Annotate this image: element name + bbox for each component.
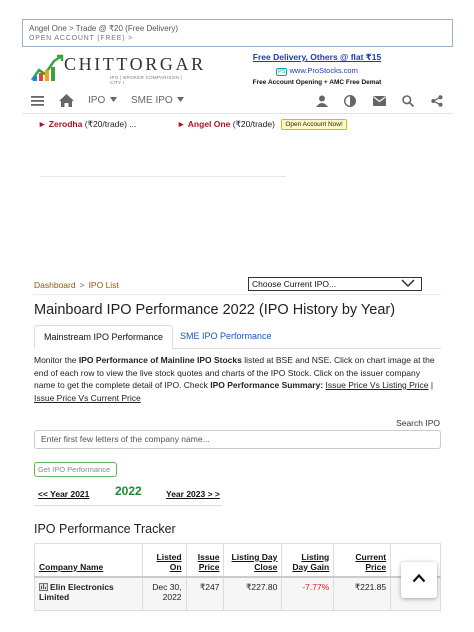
prostocks-ad[interactable] [250, 52, 384, 86]
desc-text: listed at BSE and NSE. Click on chart image at the end of each row to view the live stock quotes and charts of the IPO Stock. Click on the issuer company name to get the complete detail of IPO. Check [34, 355, 435, 390]
home-icon[interactable] [59, 94, 74, 107]
current-year: 2022 [115, 484, 142, 498]
broker-zerodha[interactable] [38, 119, 136, 130]
theme-icon[interactable] [344, 95, 356, 107]
chevron-down-icon [110, 97, 117, 102]
breadcrumb-dashboard[interactable]: Dashboard [34, 280, 76, 290]
listing-close-cell: ₹227.80 [224, 577, 282, 611]
broker-price: (₹20/trade) [232, 119, 275, 129]
page-description [34, 354, 442, 404]
breadcrumb-separator: > [79, 280, 85, 290]
chevron-up-icon [412, 573, 426, 583]
col-current-price[interactable] [334, 544, 391, 577]
mail-icon[interactable] [373, 96, 386, 106]
col-issue-price[interactable] [186, 544, 224, 577]
arrow-icon: ► [177, 119, 186, 129]
nav-sme-ipo-label: SME IPO [131, 95, 173, 106]
issue-price-cell: ₹247 [186, 577, 224, 611]
ad-url[interactable] [250, 66, 384, 76]
desc-bold: IPO Performance of Mainline IPO Stocks [78, 355, 242, 365]
breadcrumb-ipo-list[interactable]: IPO List [88, 280, 119, 290]
tracker-title: IPO Performance Tracker [34, 522, 176, 536]
chevron-down-icon [177, 97, 184, 102]
logo-text: CHITTORGAR [64, 54, 206, 74]
current-price-cell: ₹221.85 [334, 577, 391, 611]
col-label: Current Price [355, 551, 387, 572]
choose-ipo-label: Choose Current IPO... [252, 279, 337, 289]
promo-text: Angel One > Trade @ ₹20 (Free Delivery) [29, 24, 179, 33]
broker-angel-one[interactable] [177, 119, 347, 130]
menu-icon[interactable] [31, 95, 44, 107]
col-label: Listing Day Close [231, 551, 278, 572]
chart-icon[interactable] [39, 583, 48, 591]
page-title: Mainboard IPO Performance 2022 (IPO History by Year) [34, 302, 396, 318]
tab-sme-ipo-performance[interactable]: SME IPO Performance [180, 331, 272, 341]
choose-ipo-select[interactable] [248, 277, 422, 291]
search-icon[interactable] [402, 95, 414, 107]
col-label: Listing Day Gain [292, 551, 330, 572]
issue-vs-listing-link[interactable]: Issue Price Vs Listing Price [325, 380, 429, 390]
divider [40, 176, 286, 177]
divider [34, 294, 441, 295]
chevron-down-icon [401, 279, 415, 288]
table-row [35, 577, 441, 611]
user-icon[interactable] [316, 95, 328, 107]
listed-on-cell: Dec 30, 2022 [142, 577, 186, 611]
brand-header [0, 48, 474, 90]
listing-gain-cell: -7.77% [282, 577, 334, 611]
col-listed-on[interactable] [142, 544, 186, 577]
promo-banner[interactable] [22, 19, 453, 47]
breadcrumb [34, 280, 119, 290]
logo-mark-icon [30, 54, 64, 82]
col-company-name[interactable] [35, 544, 143, 577]
table-header-row [35, 544, 441, 577]
col-listing-day-close[interactable] [224, 544, 282, 577]
chittorgarh-logo[interactable] [30, 52, 206, 85]
nav-sme-ipo[interactable] [131, 95, 184, 106]
share-icon[interactable] [431, 95, 443, 107]
desc-separator: | [428, 380, 434, 390]
arrow-icon: ► [38, 119, 47, 129]
company-name-link[interactable]: Elin Electronics Limited [39, 581, 114, 602]
tab-mainstream-ipo-performance[interactable]: Mainstream IPO Performance [34, 325, 173, 349]
ad-headline[interactable]: Free Delivery, Others @ flat ₹15 [252, 52, 382, 62]
ipo-performance-table [34, 543, 441, 611]
search-ipo-label: Search IPO [396, 418, 440, 428]
get-ipo-performance-button[interactable]: Get IPO Performance [34, 462, 117, 477]
open-account-button[interactable]: Open Account Now! [281, 119, 346, 130]
desc-text: Monitor the [34, 355, 79, 365]
nav-ipo[interactable] [88, 95, 117, 106]
search-ipo-input[interactable]: Enter first few letters of the company name... [34, 430, 441, 449]
broker-name: Angel One [187, 119, 231, 129]
broker-name: Zerodha [48, 119, 83, 129]
col-label: Issue Price [197, 551, 220, 572]
prostocks-logo-icon: PS [278, 69, 286, 75]
ad-subline: Free Account Opening + AMC Free Demat [252, 79, 382, 86]
scroll-to-top-button[interactable] [401, 562, 437, 598]
company-cell[interactable] [35, 577, 143, 611]
divider [34, 505, 222, 506]
next-year-link[interactable]: Year 2023 > > [166, 489, 220, 499]
col-listing-day-gain[interactable] [282, 544, 334, 577]
tab-bar [34, 325, 441, 349]
broker-price: (₹20/trade) ... [84, 119, 137, 129]
nav-ipo-label: IPO [88, 95, 106, 106]
col-label: Listed On [156, 551, 182, 572]
col-label: Company Name [39, 561, 104, 572]
logo-tagline: IPO | BROKER COMPARISON | CITY I [110, 75, 183, 85]
desc-bold: IPO Performance Summary: [210, 380, 324, 390]
prev-year-link[interactable]: << Year 2021 [38, 489, 90, 499]
main-nav [22, 90, 453, 114]
issue-vs-current-link[interactable]: Issue Price Vs Current Price [34, 392, 141, 403]
ad-url-text: www.ProStocks.com [289, 66, 358, 75]
promo-open-account-link[interactable]: OPEN ACCOUNT (FREE) > [29, 35, 133, 42]
